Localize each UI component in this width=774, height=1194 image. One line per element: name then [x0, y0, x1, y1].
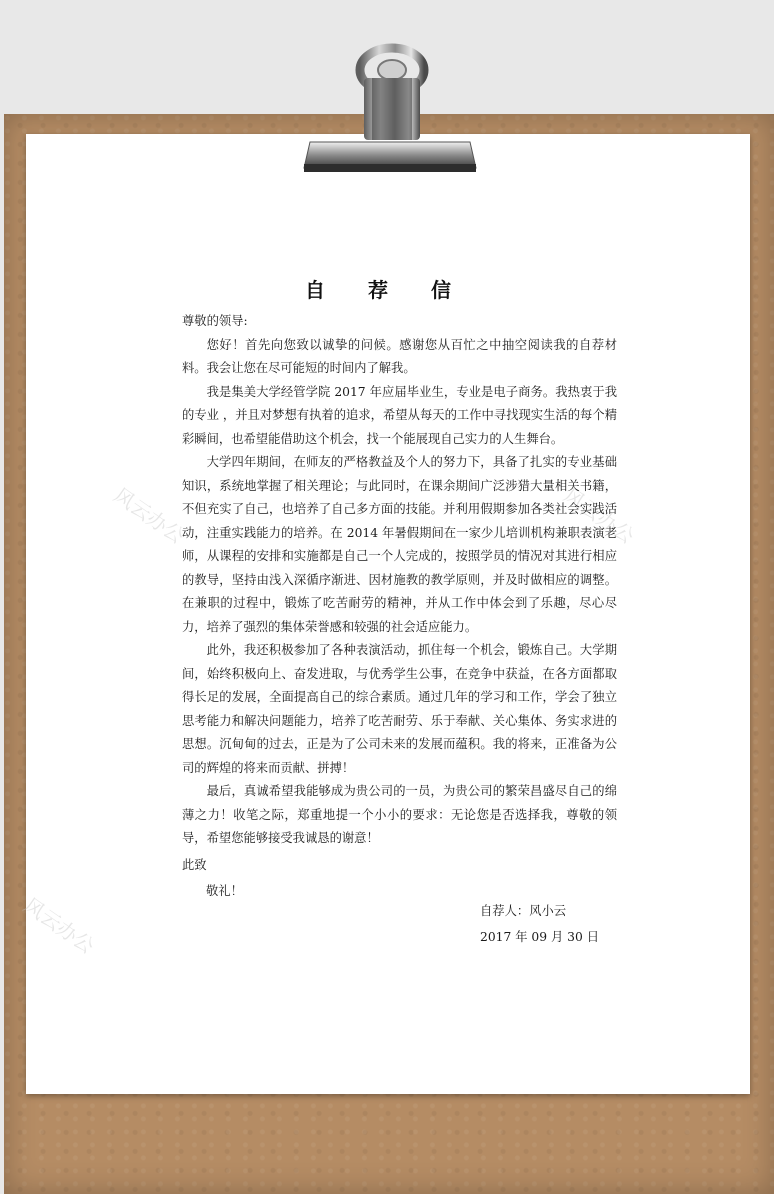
watermark-text: 风云办公: [109, 484, 188, 549]
letter-date: 2017 年 09 月 30 日: [480, 930, 600, 944]
signer-name: 自荐人：风小云: [480, 904, 567, 918]
watermark-text: 风云办公: [19, 894, 98, 959]
binder-clip-icon: [300, 18, 480, 178]
letter-title: 自 荐 信: [305, 278, 469, 302]
letter-paragraph: 大学四年期间，在师友的严格教益及个人的努力下，具备了扎实的专业基础知识，系统地掌握了相关理论；与此同时，在课余期间广泛涉猎大量相关书籍，不但充实了自己，也培养了自己多方面的技能。并利用假期参加各类社会实践活动，注重实践能力的培养。在 2014 年暑假期间在一家少儿培训机构兼职表演老师，从课程的安排和实施都是自己一个人完成的，按照学员的情况对其进行相应的教导，坚持由浅入深循序渐进、因材施教的教学原则，并及时做相应的调整。在兼职的过程中，锻炼了吃苦耐劳的精神，并从工作中体会到了乐趣，尽心尽力，培养了强烈的集体荣誉感和较强的社会适应能力。: [182, 455, 617, 634]
letter-signature: [480, 898, 599, 950]
closing-line: 此致: [182, 858, 207, 872]
letter-paragraph: 您好！首先向您致以诚挚的问候。感谢您从百忙之中抽空阅读我的自荐材料。我会让您在尽可能短的时间内了解我。: [182, 337, 617, 375]
letter-paragraph: 最后，真诚希望我能够成为贵公司的一员，为贵公司的繁荣昌盛尽自己的绵薄之力！收笔之际，郑重地提一个小小的要求：无论您是否选择我，尊敬的领导，希望您能够接受我诚恳的谢意！: [182, 784, 617, 845]
closing-regards: 敬礼！: [206, 884, 243, 898]
letter-salutation: 尊敬的领导:: [182, 314, 248, 328]
letter-paragraph: 此外，我还积极参加了各种表演活动，抓住每一个机会，锻炼自己。大学期间，始终积极向上、奋发进取，与优秀学生公事，在竞争中获益，在各方面都取得长足的发展，全面提高自己的综合素质。通过几年的学习和工作，学会了独立思考能力和解决问题能力，培养了吃苦耐劳、乐于奉献、关心集体、务实求进的思想。沉甸甸的过去，正是为了公司未来的发展而蕴积。我的将来，正准备为公司的辉煌的将来而贡献、拼搏！: [182, 643, 617, 775]
watermark-text: 风云办公: [559, 484, 638, 549]
letter-paragraph: 我是集美大学经管学院 2017 年应届毕业生，专业是电子商务。我热衷于我的专业 ，并且对梦想有执着的追求，希望从每天的工作中寻找现实生活的每个精彩瞬间，也希望能借助这个机会，找一个能展现自己实力的人生舞台。: [182, 384, 617, 446]
letter-closing: [182, 852, 243, 904]
letter-body: [182, 310, 617, 851]
